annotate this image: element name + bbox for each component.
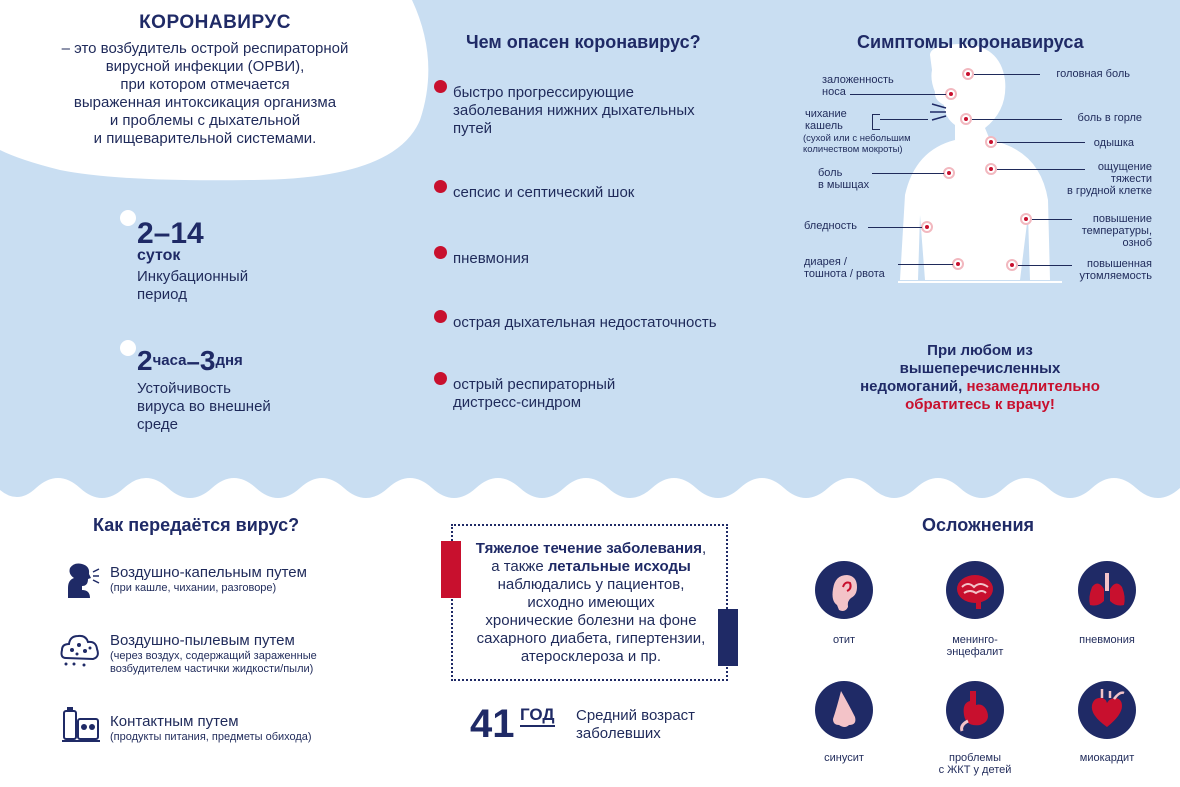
severe-cases-text: Тяжелое течение заболевания, а также летальные исходы наблюдались у пациентов, исходно имеющих хронические болезни на фоне сахарного диабета, гипертензии, атеросклероза и пр. bbox=[475, 540, 707, 665]
dust-cloud-icon bbox=[60, 630, 100, 668]
symptom-label: повышенная утомляемость bbox=[1079, 258, 1152, 282]
danger-item: сепсис и септический шок bbox=[453, 184, 635, 201]
symptom-dot bbox=[960, 113, 972, 125]
age-label: Средний возраст заболевших bbox=[576, 707, 696, 742]
complication-label: пневмония bbox=[1079, 634, 1135, 646]
transmission-item: Контактным путем (продукты питания, предметы обихода) bbox=[110, 713, 312, 743]
box-accent-red bbox=[441, 541, 461, 598]
symptom-label: диарея / тошнота / рвота bbox=[804, 256, 885, 280]
symptom-dot bbox=[1006, 259, 1018, 271]
ear-icon bbox=[815, 561, 873, 619]
complication-label: проблемы с ЖКТ у детей bbox=[938, 752, 1012, 776]
intro-title: КОРОНАВИРУС bbox=[139, 12, 291, 33]
symptom-dot bbox=[962, 68, 974, 80]
stat-marker bbox=[120, 340, 136, 356]
symptom-label: заложенность носа bbox=[822, 74, 894, 98]
danger-item: пневмония bbox=[453, 250, 529, 267]
danger-item: острый респираторный дистресс-синдром bbox=[453, 376, 616, 411]
symptom-dot bbox=[943, 167, 955, 179]
symptom-label: повышение температуры, озноб bbox=[1081, 213, 1152, 249]
symptom-label: чихание кашель bbox=[805, 108, 847, 132]
danger-item: острая дыхательная недостаточность bbox=[453, 314, 717, 331]
lungs-icon bbox=[1078, 561, 1136, 619]
symptom-dot bbox=[985, 136, 997, 148]
nose-icon bbox=[815, 681, 873, 739]
danger-item: быстро прогрессирующие заболевания нижних дыхательных путей bbox=[453, 84, 695, 137]
symptom-label: боль в горле bbox=[1077, 112, 1142, 124]
transmission-title: Как передаётся вирус? bbox=[93, 515, 300, 535]
cough-bracket bbox=[872, 114, 880, 130]
heart-icon bbox=[1078, 681, 1136, 739]
complications-title: Осложнения bbox=[922, 515, 1035, 535]
symptom-label: бледность bbox=[804, 220, 857, 232]
symptom-dot bbox=[921, 221, 933, 233]
symptom-label: ощущение тяжести в грудной клетке bbox=[1066, 161, 1152, 197]
symptom-label: (сухой или с небольшим количеством мокроты) bbox=[803, 133, 911, 155]
danger-bullet bbox=[434, 180, 447, 193]
intro-description: – это возбудитель острой респираторной вирусной инфекции (ОРВИ), при котором отмечается выраженная интоксикация организма и проблемы с дыхательной и пищеварительной системами. bbox=[61, 40, 349, 147]
complication-label: менинго- энцефалит bbox=[946, 634, 1004, 658]
symptom-dot bbox=[952, 258, 964, 270]
symptom-dot bbox=[945, 88, 957, 100]
brain-icon bbox=[946, 561, 1004, 619]
danger-bullet bbox=[434, 310, 447, 323]
incubation-label: Инкубационный период bbox=[137, 268, 249, 303]
symptoms-title: Симптомы коронавируса bbox=[857, 32, 1084, 52]
symptom-dot bbox=[985, 163, 997, 175]
connector bbox=[880, 119, 928, 120]
symptom-dot bbox=[1020, 213, 1032, 225]
symptom-label: одышка bbox=[1093, 137, 1134, 149]
symptom-label: головная боль bbox=[1056, 68, 1130, 80]
incubation-value: 2–14 bbox=[137, 217, 204, 250]
stability-value: 2часа–3дня bbox=[137, 345, 243, 376]
groceries-icon bbox=[60, 705, 102, 745]
stomach-icon bbox=[946, 681, 1004, 739]
incubation-unit: суток bbox=[137, 247, 181, 264]
box-accent-navy bbox=[718, 609, 738, 666]
danger-bullet bbox=[434, 372, 447, 385]
complication-label: миокардит bbox=[1079, 752, 1135, 764]
transmission-item: Воздушно-пылевым путем (через воздух, содержащий зараженные возбудителем частички жидкости/пыли) bbox=[110, 632, 317, 675]
complication-label: отит bbox=[832, 634, 856, 646]
age-unit: ГОД bbox=[520, 705, 555, 727]
connector bbox=[868, 227, 922, 228]
connector bbox=[898, 264, 953, 265]
complication-label: синусит bbox=[824, 752, 864, 764]
stability-label: Устойчивость вируса во внешней среде bbox=[137, 380, 271, 433]
danger-bullet bbox=[434, 80, 447, 93]
doctor-warning: При любом из вышеперечисленных недомоганий, незамедлительно обратитесь к врачу! bbox=[860, 342, 1100, 413]
symptom-label: боль в мышцах bbox=[818, 167, 870, 191]
sneezing-person-icon bbox=[60, 560, 100, 600]
age-value: 41 bbox=[470, 702, 515, 746]
stat-marker bbox=[120, 210, 136, 226]
danger-bullet bbox=[434, 246, 447, 259]
sneeze-icon bbox=[928, 102, 948, 122]
transmission-item: Воздушно-капельным путем (при кашле, чихании, разговоре) bbox=[110, 564, 307, 594]
connector bbox=[872, 173, 944, 174]
danger-title: Чем опасен коронавирус? bbox=[466, 32, 701, 52]
